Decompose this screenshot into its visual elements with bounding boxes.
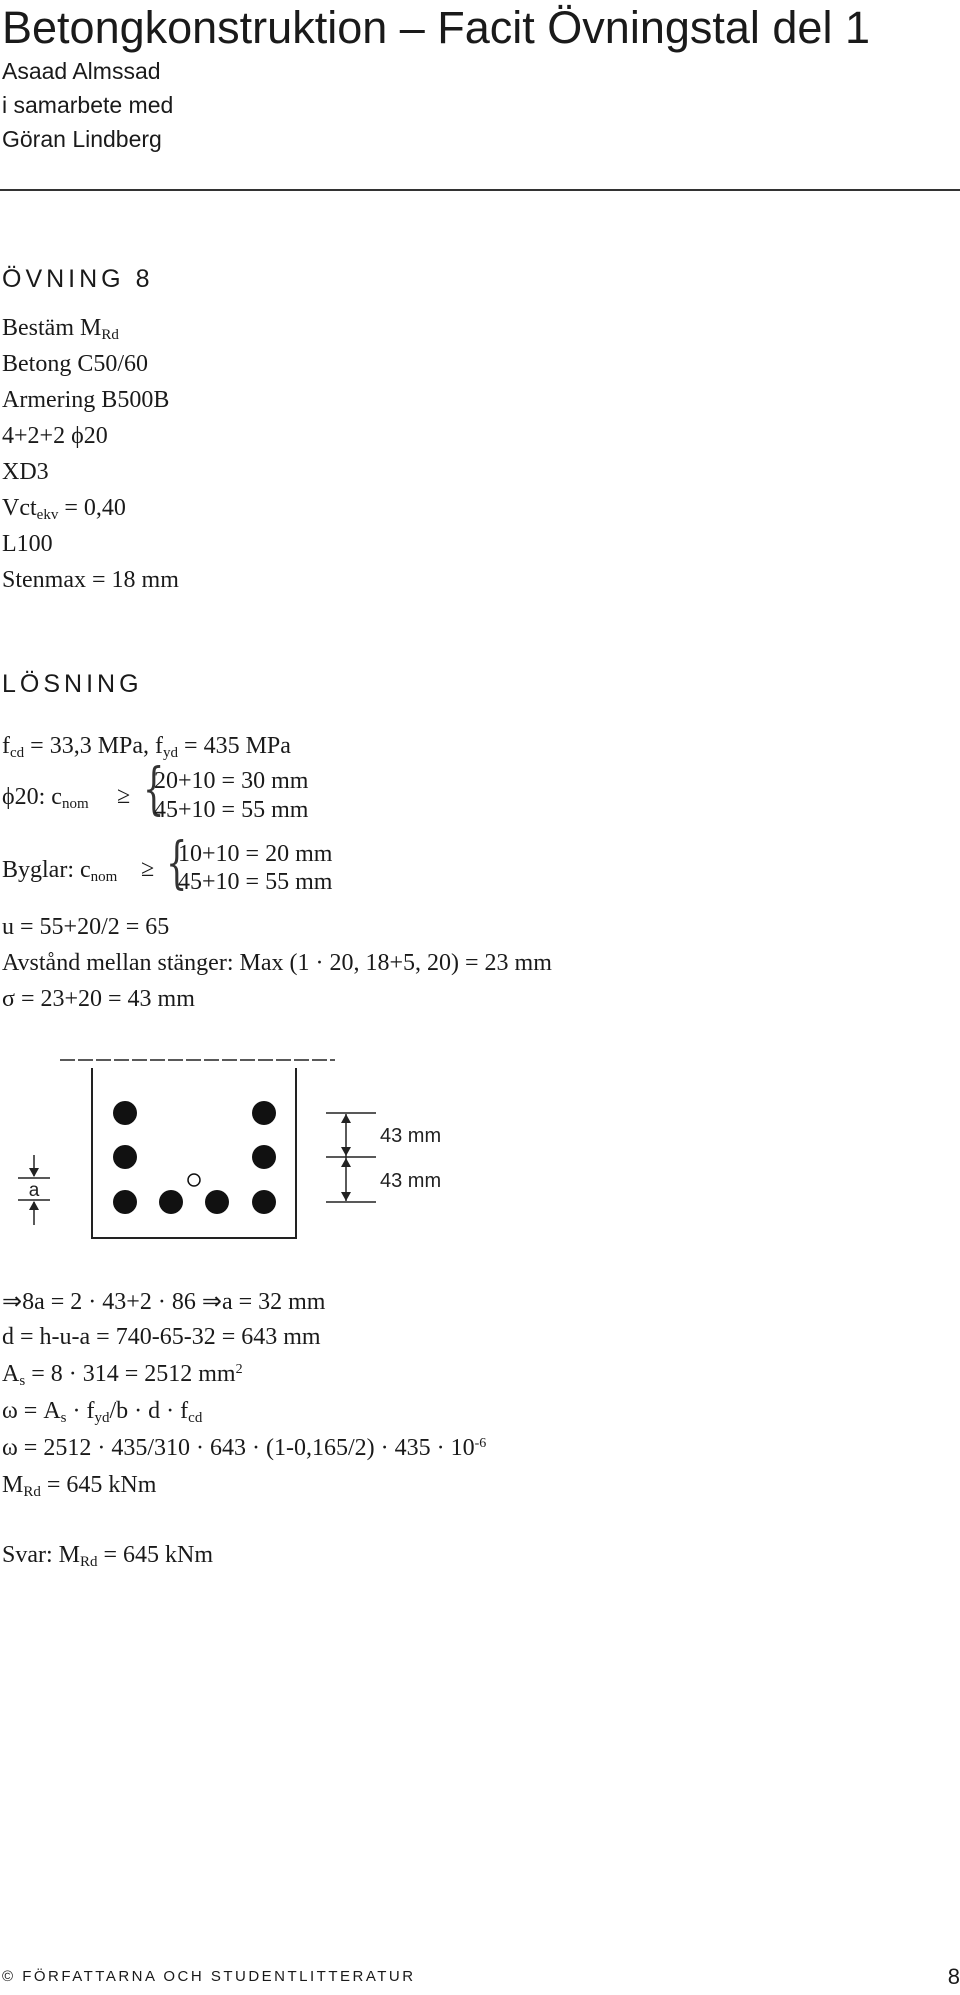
omega-value-line: $\omega = 2512 \cdot 435/310 \cdot 643 \cdot (1-0,165/2) \cdot 435 \cdot 10^{-6}$ bbox=[2, 1435, 487, 1461]
rebar-bottom-3 bbox=[205, 1190, 229, 1214]
centroid-marker bbox=[188, 1174, 200, 1186]
task-line: Bestäm $M_{Rd}$ bbox=[2, 315, 119, 343]
as-line: $A_s = 8 \cdot 314 = 2512$ $mm^2$ bbox=[2, 1361, 243, 1389]
page-number: 8 bbox=[947, 1964, 960, 1989]
bars-line: 4+2+2 ϕ20 bbox=[2, 423, 108, 449]
stirrup-cover-label: Byglar: $c_{nom}$ bbox=[2, 857, 118, 885]
left-brace-icon: { bbox=[143, 757, 165, 822]
author-name: Asaad Almssad bbox=[2, 58, 161, 84]
collaboration-text: i samarbete med bbox=[2, 92, 174, 118]
dimension-43-label-1: 43 mm bbox=[380, 1125, 442, 1147]
life-line: L100 bbox=[2, 531, 53, 557]
dimension-a-label: a bbox=[28, 1180, 40, 1201]
geq-symbol: ≥ bbox=[117, 783, 131, 809]
cross-section-figure bbox=[0, 1050, 480, 1250]
coauthor-name: Göran Lindberg bbox=[2, 126, 162, 152]
vct-line: Vct$_{ekv}$ = 0,40 bbox=[2, 495, 126, 523]
exposure-line: XD3 bbox=[2, 459, 49, 485]
rebar-mid-right bbox=[252, 1145, 276, 1169]
left-brace-icon-2: { bbox=[166, 831, 188, 896]
stirrup-cover-case-2: 45+10 = 55 mm bbox=[178, 869, 333, 895]
dimension-43-label-2: 43 mm bbox=[380, 1170, 442, 1192]
stirrup-cover-case-1: 10+10 = 20 mm bbox=[178, 841, 333, 867]
stone-line: Stenmax = 18 mm bbox=[2, 567, 179, 593]
mrd-line: $M_{Rd} = 645$ kNm bbox=[2, 1472, 157, 1500]
rebar-top-right bbox=[252, 1101, 276, 1125]
answer-line: Svar: $M_{Rd} = 645$ kNm bbox=[2, 1542, 214, 1570]
omega-formula-line: $\omega = A_s \cdot f_{yd}/b \cdot d \cdot f_{cd}$ bbox=[2, 1398, 203, 1426]
fcd-line: $f_{cd} = 33,3$ MPa, $f_{yd} = 435$ MPa bbox=[2, 733, 291, 761]
rebar-bottom-1 bbox=[113, 1190, 137, 1214]
u-line: u = 55+20/2 = 65 bbox=[2, 914, 170, 940]
rebar-line: Armering B500B bbox=[2, 387, 170, 413]
solution-heading: LÖSNING bbox=[2, 670, 143, 698]
a-equation-line: ⇒8a = 2 · 43+2 · 86 ⇒a = 32 mm bbox=[2, 1289, 326, 1315]
rebar-bottom-2 bbox=[159, 1190, 183, 1214]
rebar-top-left bbox=[113, 1101, 137, 1125]
exercise-heading: ÖVNING 8 bbox=[2, 265, 154, 293]
phi-cover-case-2: 45+10 = 55 mm bbox=[154, 797, 309, 823]
document-title: Betongkonstruktion – Facit Övningstal del 1 bbox=[2, 2, 870, 53]
rebar-mid-left bbox=[113, 1145, 137, 1169]
geq-symbol-2: ≥ bbox=[141, 856, 155, 882]
phi-cover-label: ϕ20: $c_{nom}$ bbox=[2, 784, 89, 812]
spacing-line: Avstånd mellan stänger: Max (1 · 20, 18+5, 20) = 23 mm bbox=[2, 950, 552, 976]
d-line: d = h-u-a = 740-65-32 = 643 mm bbox=[2, 1324, 321, 1350]
header-divider bbox=[0, 189, 960, 191]
concrete-line: Betong C50/60 bbox=[2, 351, 149, 377]
sigma-line: σ = 23+20 = 43 mm bbox=[2, 986, 195, 1012]
phi-cover-case-1: 20+10 = 30 mm bbox=[154, 768, 309, 794]
rebar-bottom-4 bbox=[252, 1190, 276, 1214]
footer-copyright: © FÖRFATTARNA OCH STUDENTLITTERATUR bbox=[2, 1968, 416, 1985]
